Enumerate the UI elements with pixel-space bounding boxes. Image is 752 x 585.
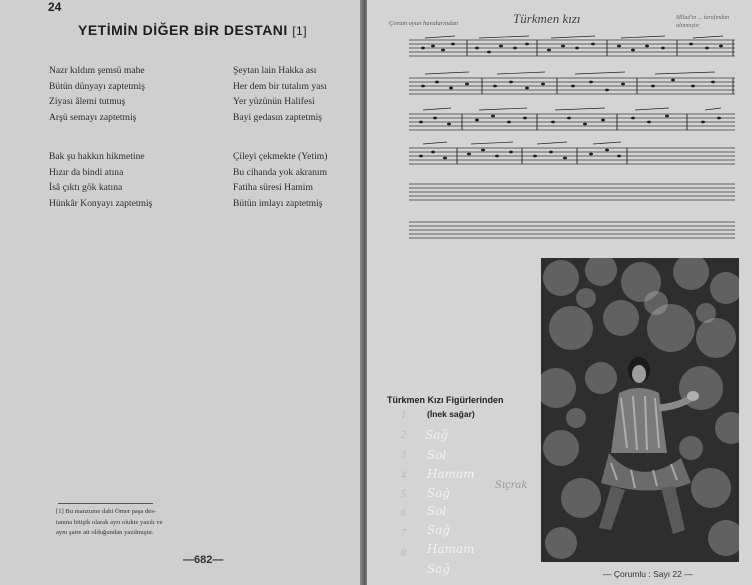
verse-line: Hünkâr Konyayı zaptetmiş <box>49 197 153 209</box>
verse-line: Çileyi çekmekte (Yetim) <box>233 151 328 162</box>
handwritten-number: 8 <box>401 548 406 559</box>
verse-line: Bayi gedasın zaptetmiş <box>233 111 322 123</box>
handwritten-side-note: Sıçrak <box>495 480 528 491</box>
photo-source-caption: — Çorumlu : Sayı 22 — <box>603 569 693 579</box>
stanza-2-left <box>49 149 152 211</box>
figure-caption-subtitle: (İnek sağar) <box>427 409 475 419</box>
handwritten-step: Sağ <box>427 523 451 537</box>
handwritten-step: Sağ <box>427 486 451 500</box>
verse-line: Bu cihanda yok akranım <box>233 166 328 178</box>
verse-line: Her dem bir tutalım yası <box>233 80 327 92</box>
handwritten-step: Hamam <box>427 542 475 556</box>
poem-title <box>78 22 307 38</box>
left-page <box>0 0 363 585</box>
page-number-top: 24 <box>48 0 62 14</box>
bar-lines <box>457 40 733 164</box>
verse-line: Şeytan lain Hakka ası <box>233 65 317 76</box>
poem-title-text: YETİMİN DİĞER BİR DESTANI <box>78 22 288 38</box>
dancer-photo-illustration <box>541 258 739 562</box>
verse-line: Bak şu hakkın hikmetine <box>49 151 145 162</box>
verse-line: Yer yüzünün Halifesi <box>233 96 315 107</box>
score-header-note: Mîlad'ın ... tarafından alınmıştır <box>676 15 730 29</box>
footnote-divider <box>58 503 153 504</box>
title-footnote-ref: [1] <box>292 24 308 38</box>
verse-line: Bütün imlayı zaptetmiş <box>233 197 323 209</box>
handwritten-step: Sağ <box>427 562 451 576</box>
handwritten-number: 2 <box>401 430 406 441</box>
footnote-line: [1] Bu manzume dahi Ömer paşa des- <box>56 508 156 515</box>
verse-line: Nazr kıldım şemsü mahe <box>49 65 145 76</box>
footnote <box>56 507 206 539</box>
handwritten-number: 4 <box>401 470 406 481</box>
footnote-line: aynı şaire ait olduğundan yazılmıştır. <box>56 529 154 536</box>
page-number-bottom: —682— <box>183 554 224 566</box>
handwritten-step: Sol <box>427 448 447 462</box>
handwritten-number: 5 <box>401 489 406 500</box>
handwritten-number: 1 <box>401 410 406 421</box>
score-header-title: Türkmen kızı <box>513 11 581 26</box>
verse-line: Ziyası âlemi tutmuş <box>49 96 126 107</box>
staff-lines <box>409 40 735 238</box>
stanza-1-left <box>49 63 145 125</box>
right-page <box>367 0 752 585</box>
note-heads <box>419 43 723 160</box>
stanza-2-right <box>233 149 327 211</box>
handwritten-step: Sağ <box>425 428 449 442</box>
stanza-1-right <box>233 63 327 125</box>
verse-line: Fatiha süresi Hamim <box>233 182 313 193</box>
handwritten-number: 3 <box>401 450 406 461</box>
verse-line: Hızır da bindi atına <box>49 166 124 178</box>
score-header-small: Çorum oyun havalarından <box>389 20 458 27</box>
handwritten-step: Sol <box>427 504 447 518</box>
handwritten-number: 7 <box>401 528 406 539</box>
verse-line: Arşü semayı zaptetmiş <box>49 111 137 123</box>
handwritten-number: 6 <box>401 508 406 519</box>
footnote-line: tanına bitişik olarak ayrı olukte yazılı ve <box>56 518 163 526</box>
handwritten-step: Hamam <box>427 467 475 481</box>
figure-caption-title: Türkmen Kızı Figürlerinden <box>387 395 504 405</box>
dancer-photo <box>541 258 739 562</box>
music-score <box>407 34 737 244</box>
verse-line: Bütün dünyayı zaptetmiş <box>49 80 145 92</box>
verse-line: İsâ çıktı gök katına <box>49 182 123 193</box>
